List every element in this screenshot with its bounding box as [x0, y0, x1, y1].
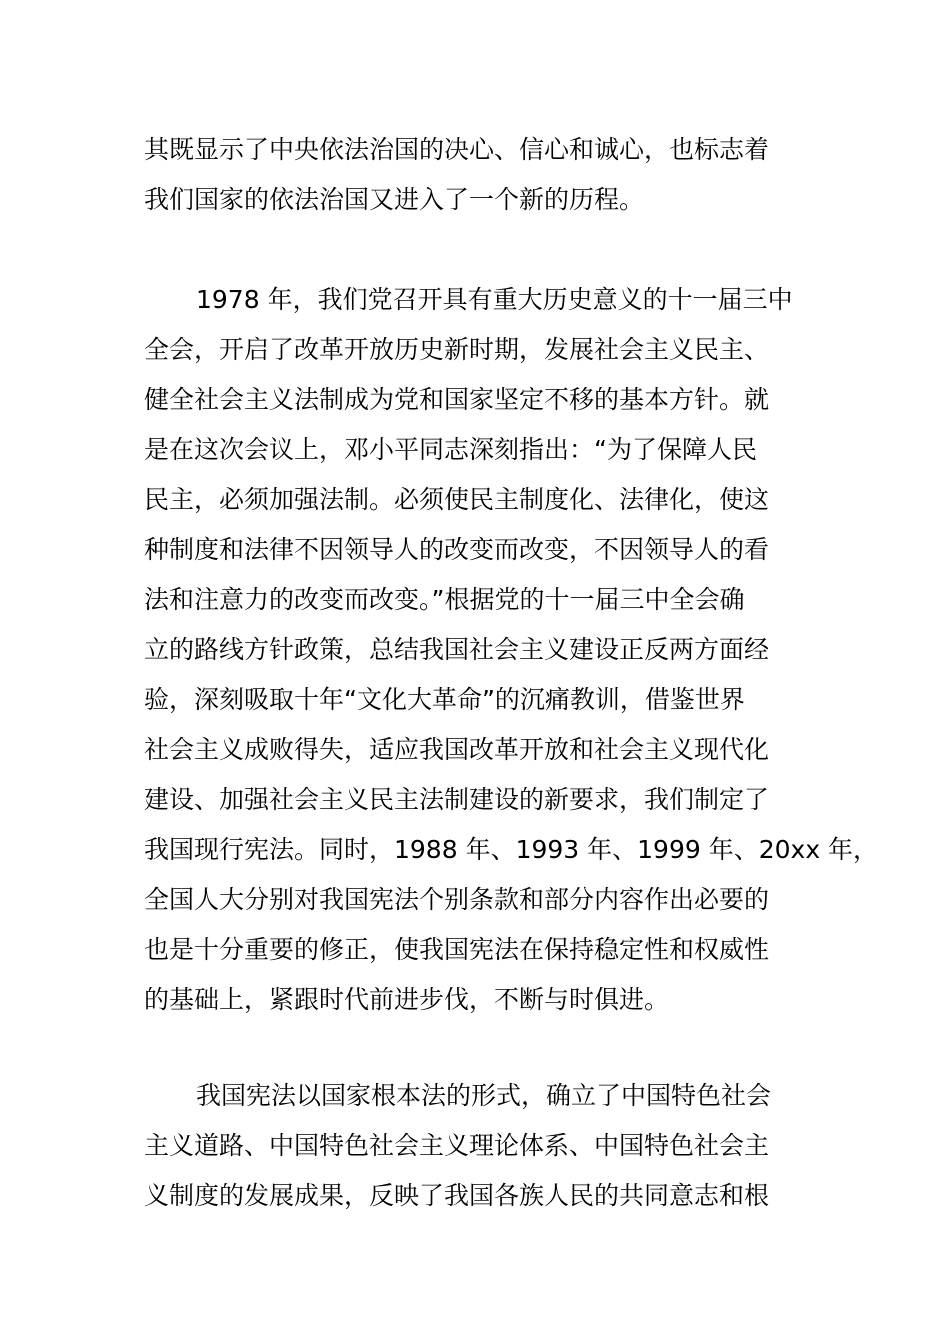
text-line: 全国人大分别对我国宪法个别条款和部分内容作出必要的	[144, 885, 770, 914]
text-line: 我们国家的依法治国又进入了一个新的历程。	[144, 185, 645, 214]
text-line: 社会主义成败得失，适应我国改革开放和社会主义现代化	[144, 735, 770, 764]
text-line: 也是十分重要的修正，使我国宪法在保持稳定性和权威性	[144, 935, 770, 964]
text-line: 健全社会主义法制成为党和国家坚定不移的基本方针。就	[144, 385, 770, 414]
text-line: 法和注意力的改变而改变。”根据党的十一届三中全会确	[144, 585, 745, 614]
text-line: 是在这次会议上，邓小平同志深刻指出：“为了保障人民	[144, 435, 757, 464]
text-line: 1978 年，我们党召开具有重大历史意义的十一届三中	[196, 285, 793, 314]
text-line: 主义道路、中国特色社会主义理论体系、中国特色社会主	[144, 1131, 770, 1160]
text-line: 建设、加强社会主义民主法制建设的新要求，我们制定了	[144, 785, 770, 814]
paragraph-3	[144, 1071, 824, 1221]
paragraph-1	[144, 125, 824, 225]
text-line: 种制度和法律不因领导人的改变而改变，不因领导人的看	[144, 535, 770, 564]
text-line: 我国宪法以国家根本法的形式，确立了中国特色社会	[196, 1081, 772, 1110]
text-line: 的基础上，紧跟时代前进步伐，不断与时俱进。	[144, 985, 670, 1014]
text-line: 全会，开启了改革开放历史新时期，发展社会主义民主、	[144, 335, 770, 364]
text-line: 我国现行宪法。同时，1988 年、1993 年、1999 年、20xx 年，	[144, 835, 879, 864]
paragraph-2	[144, 275, 879, 1025]
text-line: 其既显示了中央依法治国的决心、信心和诚心，也标志着	[144, 135, 770, 164]
text-line: 义制度的发展成果，反映了我国各族人民的共同意志和根	[144, 1181, 770, 1210]
text-line: 验，深刻吸取十年“文化大革命”的沉痛教训，借鉴世界	[144, 685, 745, 714]
text-line: 民主，必须加强法制。必须使民主制度化、法律化，使这	[144, 485, 770, 514]
text-line: 立的路线方针政策，总结我国社会主义建设正反两方面经	[144, 635, 770, 664]
